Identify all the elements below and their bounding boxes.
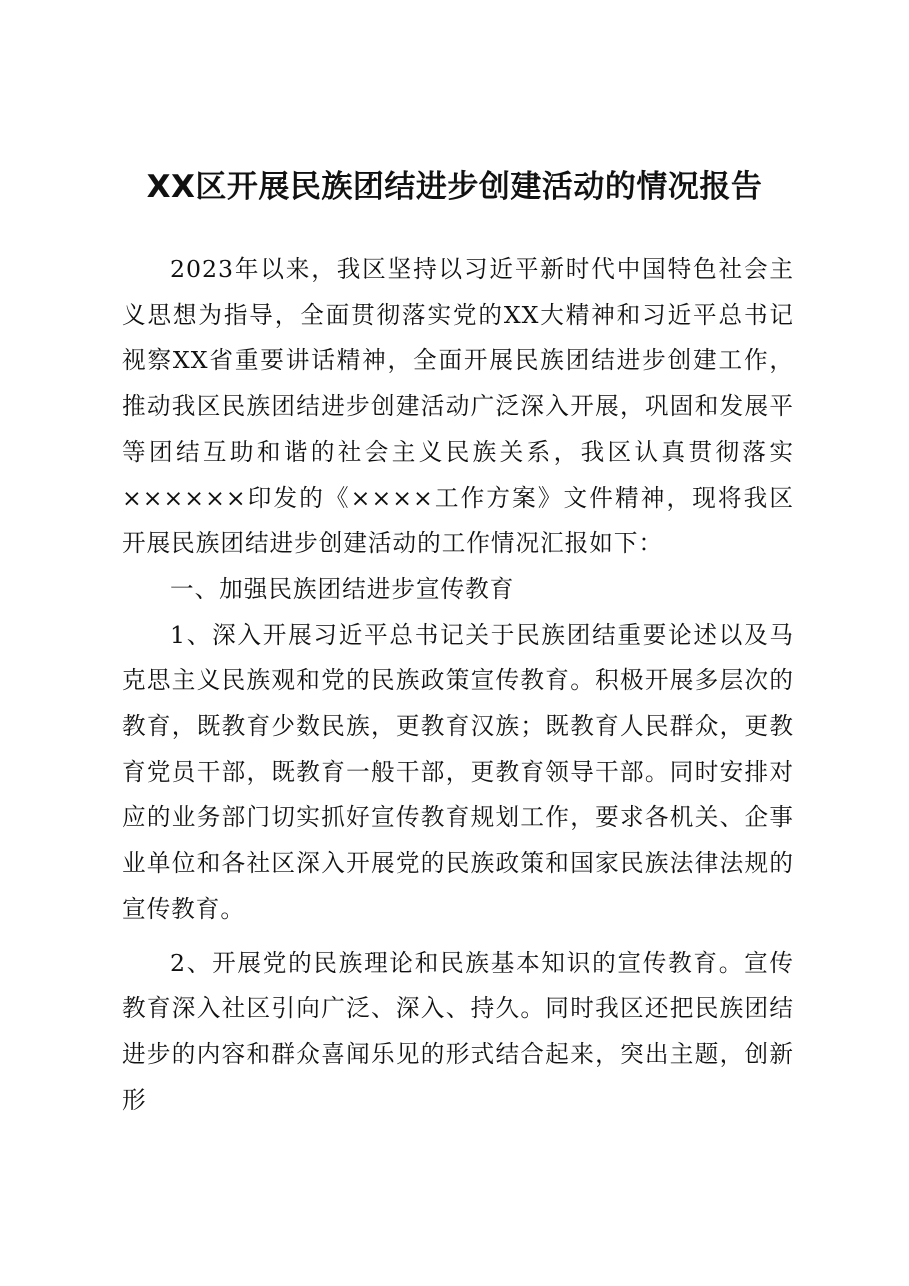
document-body [122, 247, 794, 1123]
paragraph-item-2: 2、开展党的民族理论和民族基本知识的宣传教育。宣传教育深入社区引向广泛、深入、持久。同时我区还把民族团结进步的内容和群众喜闻乐见的形式结合起来，突出主题，创新形 [122, 948, 794, 1114]
document-title: XX区开展民族团结进步创建活动的情况报告 [146, 169, 763, 205]
paragraph-intro: 2023年以来，我区坚持以习近平新时代中国特色社会主义思想为指导，全面贯彻落实党的XX大精神和习近平总书记视察XX省重要讲话精神，全面开展民族团结进步创建工作，推动我区民族团结进步创建活动广泛深入开展，巩固和发展平等团结互助和谐的社会主义民族关系，我区认真贯彻落实××××××印发的《××××工作方案》文件精神，现将我区开展民族团结进步创建活动的工作情况汇报如下： [122, 255, 794, 558]
section-heading-1: 一、加强民族团结进步宣传教育 [170, 574, 515, 603]
paragraph-item-1: 1、深入开展习近平总书记关于民族团结重要论述以及马克思主义民族观和党的民族政策宣传教育。积极开展多层次的教育，既教育少数民族，更教育汉族；既教育人民群众，更教育党员干部，既教育一般干部，更教育领导干部。同时安排对应的业务部门切实抓好宣传教育规划工作，要求各机关、企事业单位和各社区深入开展党的民族政策和国家民族法律法规的宣传教育。 [122, 620, 794, 923]
